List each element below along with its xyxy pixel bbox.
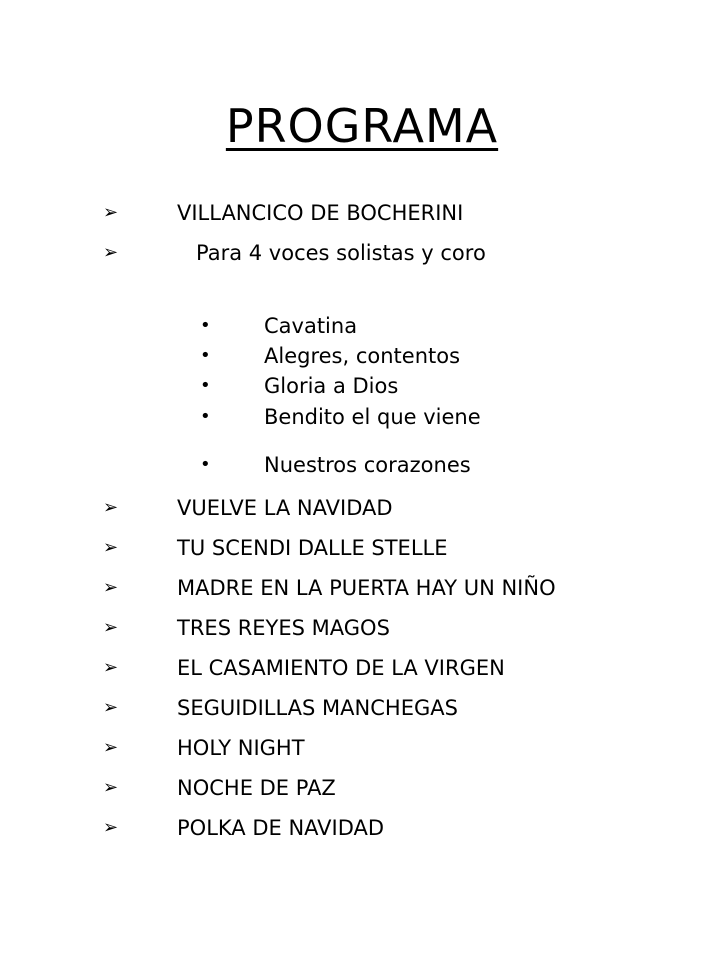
- movement-item: [0, 341, 724, 371]
- dot-bullet-icon: •: [200, 345, 211, 366]
- movement-label: Gloria a Dios: [264, 374, 399, 398]
- list-item-label: HOLY NIGHT: [177, 736, 305, 760]
- movement-item: [0, 311, 724, 341]
- list-item: [0, 573, 724, 603]
- arrow-bullet-icon: ➢: [103, 697, 119, 718]
- arrow-bullet-icon: ➢: [103, 617, 119, 638]
- movement-item: [0, 371, 724, 401]
- list-item: [0, 653, 724, 683]
- list-item: [0, 693, 724, 723]
- arrow-bullet-icon: ➢: [103, 777, 119, 798]
- dot-bullet-icon: •: [200, 315, 211, 336]
- movement-item: [0, 402, 724, 432]
- list-item-label: SEGUIDILLAS MANCHEGAS: [177, 696, 458, 720]
- list-item: [0, 238, 724, 268]
- arrow-bullet-icon: ➢: [103, 737, 119, 758]
- list-item-label: VILLANCICO DE BOCHERINI: [177, 201, 464, 225]
- movement-label: Alegres, contentos: [264, 344, 461, 368]
- list-item-label: Para 4 voces solistas y coro: [196, 241, 486, 265]
- list-item: [0, 733, 724, 763]
- arrow-bullet-icon: ➢: [103, 657, 119, 678]
- list-item-label: TU SCENDI DALLE STELLE: [177, 536, 448, 560]
- list-item: [0, 493, 724, 523]
- list-item-label: MADRE EN LA PUERTA HAY UN NIÑO: [177, 576, 556, 600]
- page-title: [0, 96, 724, 156]
- list-item: [0, 613, 724, 643]
- movement-item: [0, 450, 724, 480]
- dot-bullet-icon: •: [200, 454, 211, 475]
- list-item: [0, 773, 724, 803]
- list-item: [0, 813, 724, 843]
- arrow-bullet-icon: ➢: [103, 577, 119, 598]
- arrow-bullet-icon: ➢: [103, 537, 119, 558]
- list-item-label: VUELVE LA NAVIDAD: [177, 496, 393, 520]
- arrow-bullet-icon: ➢: [103, 242, 119, 263]
- dot-bullet-icon: •: [200, 375, 211, 396]
- list-item-label: POLKA DE NAVIDAD: [177, 816, 385, 840]
- movement-label: Nuestros corazones: [264, 453, 471, 477]
- list-item-label: EL CASAMIENTO DE LA VIRGEN: [177, 656, 505, 680]
- page-title-text: PROGRAMA: [225, 99, 499, 153]
- arrow-bullet-icon: ➢: [103, 817, 119, 838]
- movement-label: Bendito el que viene: [264, 405, 481, 429]
- list-item: [0, 533, 724, 563]
- arrow-bullet-icon: ➢: [103, 202, 119, 223]
- movement-label: Cavatina: [264, 314, 358, 338]
- arrow-bullet-icon: ➢: [103, 497, 119, 518]
- list-item: [0, 198, 724, 228]
- list-item-label: NOCHE DE PAZ: [177, 776, 336, 800]
- list-item-label: TRES REYES MAGOS: [177, 616, 390, 640]
- dot-bullet-icon: •: [200, 406, 211, 427]
